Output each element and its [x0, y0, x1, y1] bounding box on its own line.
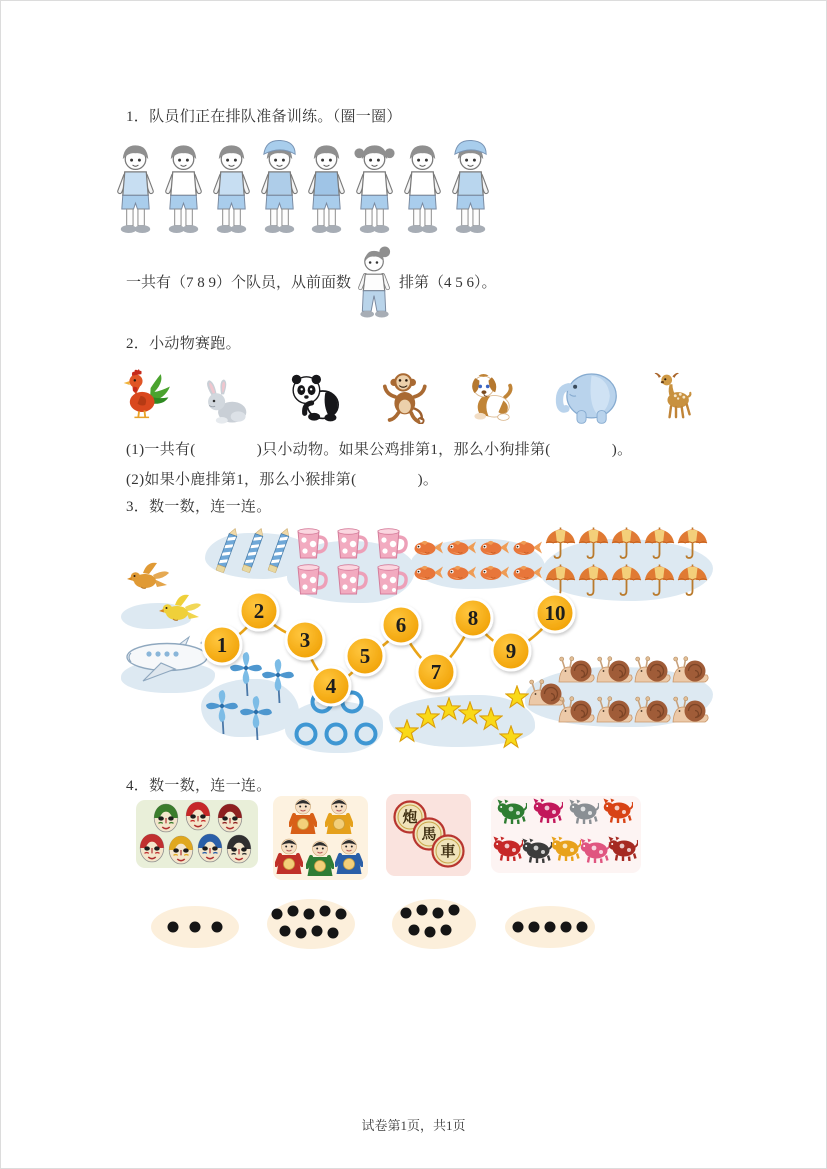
- dot-group-9: [267, 899, 355, 949]
- number-chain: [121, 519, 717, 765]
- chain-number-9: [492, 632, 530, 670]
- q3-figure: [121, 519, 717, 765]
- opera-mask-icon: [140, 834, 164, 862]
- count-dot: [312, 926, 323, 937]
- fabric-toy-icon: [498, 800, 527, 825]
- animal-elephant-icon: [551, 363, 623, 427]
- card-opera-masks: [136, 800, 258, 868]
- clay-doll-icon: [307, 841, 333, 876]
- animal-monkey-icon: [376, 365, 432, 427]
- q4-heading: 4．数一数，连一连。: [126, 778, 272, 794]
- chess-piece-icon: [433, 836, 464, 867]
- opera-mask-icon: [169, 836, 193, 864]
- count-dot: [529, 922, 540, 933]
- dots-7-graphic: [392, 899, 476, 949]
- opera-mask-icon: [198, 834, 222, 862]
- kid-figure-icon: [113, 137, 158, 238]
- count-dot: [304, 909, 315, 920]
- kid-figure-icon: [257, 137, 302, 238]
- q1-kids-row: [113, 137, 493, 238]
- clay-doll-icon: [326, 799, 352, 834]
- dots-3-graphic: [151, 906, 239, 948]
- dot-group-5: [505, 906, 595, 948]
- q1-answer-prefix: 一共有（7 8 9）个队员，从前面数: [126, 274, 352, 291]
- clay-doll-icon: [290, 799, 316, 834]
- svg-text:炮: 炮: [402, 810, 418, 826]
- svg-text:8: 8: [467, 606, 479, 630]
- svg-text:10: 10: [544, 601, 566, 625]
- clay-dolls-graphic: [273, 796, 368, 880]
- kid-figure-icon: [304, 137, 349, 238]
- dot-group-7: [392, 899, 476, 949]
- animal-rooster-icon: [119, 363, 173, 427]
- svg-text:3: 3: [299, 628, 311, 652]
- kid-figure-icon: [209, 137, 254, 238]
- count-dot: [272, 909, 283, 920]
- svg-text:2: 2: [253, 599, 265, 623]
- svg-text:4: 4: [325, 674, 337, 698]
- svg-text:6: 6: [395, 613, 407, 637]
- animal-deer-icon: [651, 363, 701, 427]
- q2-sub-question-1: (1)一共有( )只小动物。如果公鸡排第1，那么小狗排第( )。: [126, 442, 633, 458]
- card-fabric-toys: [491, 796, 641, 873]
- clay-doll-icon: [276, 839, 302, 874]
- q1-answer-suffix: 排第（4 5 6）。: [399, 274, 497, 291]
- animal-panda-icon: [282, 367, 348, 427]
- kid-figure-icon: [352, 137, 397, 238]
- q2-animals-row: [119, 357, 701, 427]
- q1-answer-row: [126, 243, 497, 319]
- count-dot: [288, 906, 299, 917]
- chess-pieces-graphic: [386, 794, 471, 876]
- fabric-toy-icon: [523, 839, 552, 864]
- count-dot: [417, 905, 428, 916]
- card-clay-dolls: [273, 796, 368, 880]
- chain-number-4: [312, 667, 350, 705]
- q1-heading: 1．队员们正在排队准备训练。（圈一圈）: [126, 109, 402, 125]
- svg-text:1: 1: [216, 633, 228, 657]
- animal-dog-icon: [460, 369, 522, 427]
- svg-text:馬: 馬: [421, 827, 437, 843]
- q2-sub-question-2: (2)如果小鹿排第1，那么小猴排第( )。: [126, 472, 439, 488]
- opera-mask-icon: [227, 835, 251, 863]
- chain-number-5: [346, 637, 384, 675]
- count-dot: [545, 922, 556, 933]
- count-dot: [280, 926, 291, 937]
- fabric-toy-icon: [609, 837, 638, 862]
- svg-text:7: 7: [430, 660, 442, 684]
- count-dot: [409, 925, 420, 936]
- animal-rabbit-icon: [201, 375, 253, 427]
- dot-group-3: [151, 906, 239, 948]
- opera-mask-icon: [154, 804, 178, 832]
- opera-mask-icon: [218, 804, 242, 832]
- kid-figure-icon: [448, 137, 493, 238]
- count-dot: [401, 908, 412, 919]
- count-dot: [561, 922, 572, 933]
- opera-masks-graphic: [136, 800, 258, 868]
- chain-number-8: [454, 599, 492, 637]
- fabric-toy-icon: [570, 800, 599, 825]
- count-dot: [425, 927, 436, 938]
- count-dot: [441, 925, 452, 936]
- chain-number-2: [240, 592, 278, 630]
- q3-heading: 3．数一数，连一连。: [126, 499, 272, 515]
- count-dot: [513, 922, 524, 933]
- chain-number-6: [382, 606, 420, 644]
- q2-heading: 2．小动物赛跑。: [126, 336, 241, 352]
- dots-5-graphic: [505, 906, 595, 948]
- count-dot: [296, 928, 307, 939]
- kid-figure-icon: [161, 137, 206, 238]
- count-dot: [336, 909, 347, 920]
- count-dot: [577, 922, 588, 933]
- girl-figure-icon: [354, 245, 396, 319]
- count-dot: [190, 922, 201, 933]
- count-dot: [449, 905, 460, 916]
- fabric-toys-graphic: [491, 796, 641, 873]
- svg-text:車: 車: [440, 844, 456, 860]
- kid-figure-icon: [400, 137, 445, 238]
- fabric-toy-icon: [552, 837, 581, 862]
- fabric-toy-icon: [581, 839, 610, 864]
- opera-mask-icon: [186, 802, 210, 830]
- count-dot: [320, 906, 331, 917]
- card-chess-pieces: [386, 794, 471, 876]
- chain-number-3: [286, 621, 324, 659]
- chain-number-10: [536, 594, 574, 632]
- page-footer: 试卷第1页，共1页: [361, 1118, 466, 1133]
- chain-number-7: [417, 653, 455, 691]
- fabric-toy-icon: [494, 837, 523, 862]
- count-dot: [433, 908, 444, 919]
- count-dot: [168, 922, 179, 933]
- fabric-toy-icon: [604, 799, 633, 824]
- dots-9-graphic: [267, 899, 355, 949]
- count-dot: [212, 922, 223, 933]
- fabric-toy-icon: [534, 799, 563, 824]
- clay-doll-icon: [336, 839, 362, 874]
- chain-number-1: [203, 626, 241, 664]
- svg-text:5: 5: [359, 644, 371, 668]
- count-dot: [328, 928, 339, 939]
- svg-text:9: 9: [505, 639, 517, 663]
